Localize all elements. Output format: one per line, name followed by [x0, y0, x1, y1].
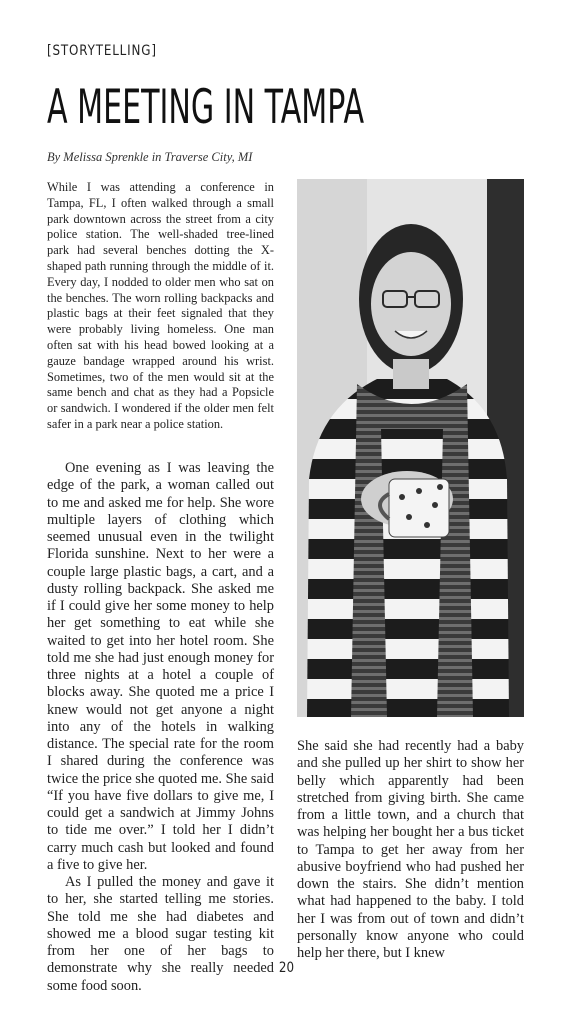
page-number: 20	[278, 960, 295, 976]
article-paragraph: One evening as I was leaving the edge of the park, a woman called out to me and asked me for help. She wore multiple layers of clothing which seemed unusual even in the twilight Florida sunshine. Next to her were a couple large plastic bags, a cart, and a dusty rolling backpack. She asked me if I could give her some money to help her get something to eat while she waited to get into her hotel room. She told me she had just enough money for three nights at a hotel a couple of blocks away. She quoted me a price I knew would not get anyone a night into any of the hotels in walking distance. The special rate for the room I shared during the conference was twice the price she quoted me. She said “If you have five dollars to give me, I could get a sandwich at Jimmy Johns to tide me over.” I told her I didn’t carry much cash but looked and found a five to give her.	[47, 460, 274, 873]
section-tag: [STORYTELLING]	[47, 43, 157, 59]
byline: By Melissa Sprenkle in Traverse City, MI	[47, 150, 253, 164]
article-paragraph: She said she had recently had a baby and she pulled up her shirt to show her belly which apparently had been stretched from giving birth. She came from a little town, and a church that was helping her bought her a bus ticket to Tampa to get her away from her abusive boyfriend who had pushed her down the stairs. She didn’t mention what had happened to the baby. I told her I was from out of town and didn’t personally know anyone who could help her there, but I knew	[297, 738, 524, 961]
article-column-left-intro	[47, 180, 274, 433]
author-photo	[297, 179, 524, 717]
article-paragraph: While I was attending a conference in Tampa, FL, I often walked through a small park downtown across the street from a city police station. The well-shaded tree-lined park had several benches dotting the X-shaped path running through the middle of it. Every day, I nodded to older men who sat on the benches. The worn rolling backpacks and plastic bags at their feet signaled that they were probably living homeless. One man often sat with his head bowed looking at a gauze bandage wrapped around his wrist. Sometimes, two of the men would sit at the same bench and chat as they had a Popsicle or sandwich. I wondered if the older men felt safer in a park near a police station.	[47, 180, 274, 431]
article-paragraph: As I pulled the money and gave it to her, she started telling me stories. She told me she had diabetes and showed me a blood sugar testing kit from her one of her bags to demonstrate why she really needed some food soon.	[47, 874, 274, 994]
article-column-left	[47, 460, 274, 995]
article-title: A MEETING IN TAMPA	[47, 80, 365, 135]
article-column-right	[297, 738, 524, 962]
